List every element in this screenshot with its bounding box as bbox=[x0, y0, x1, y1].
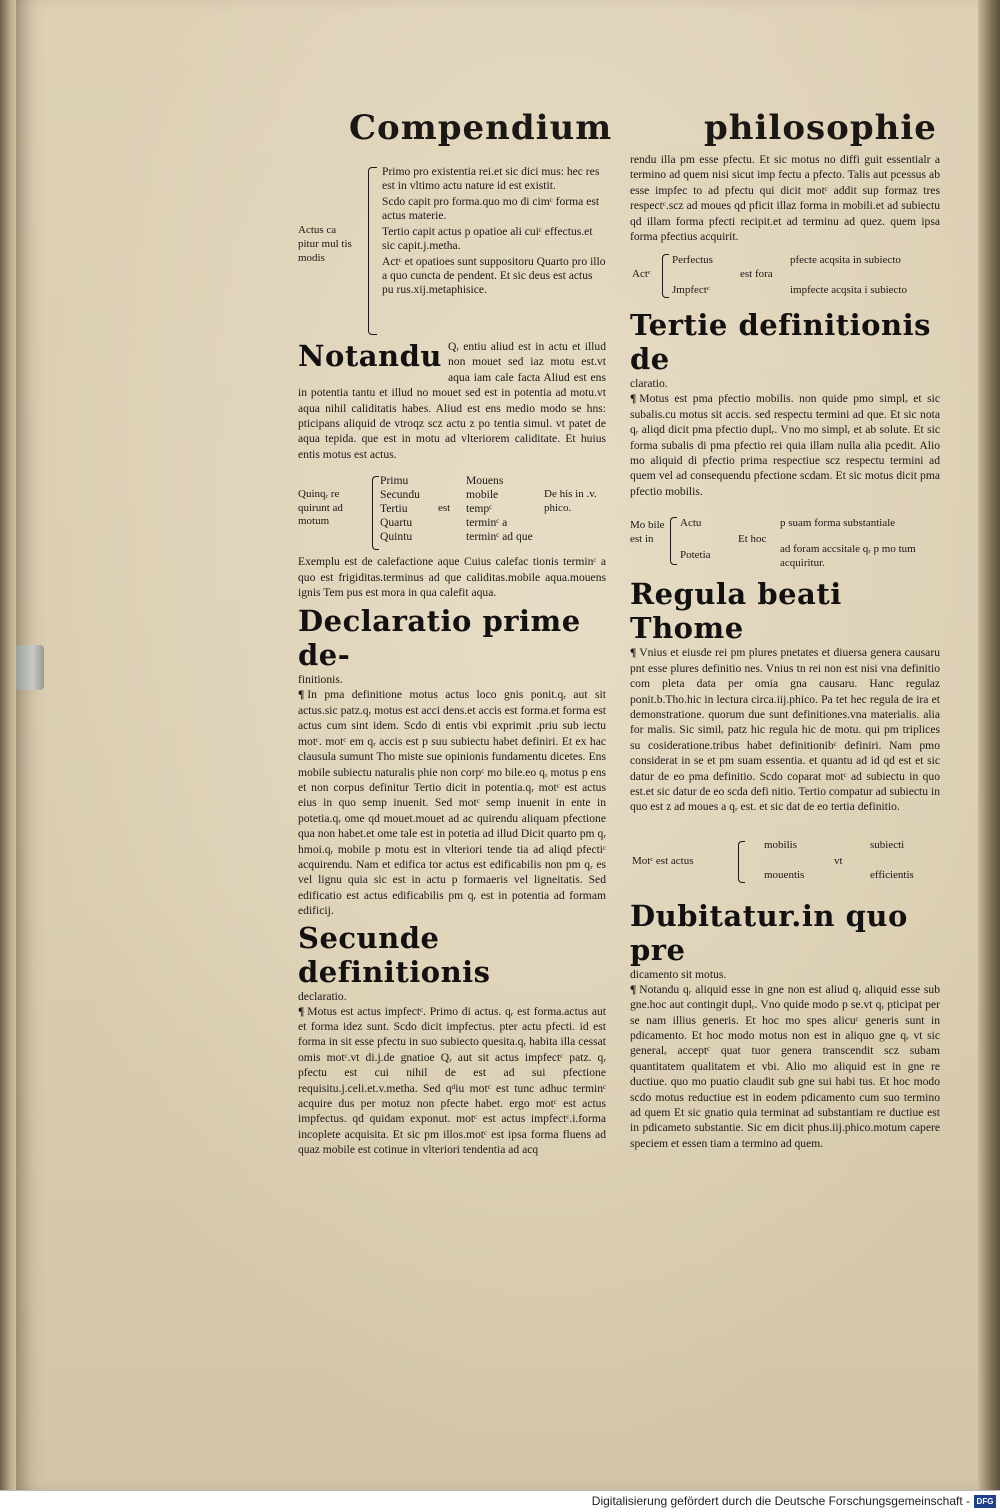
section-text: Qᵣ entiu aliud est in actu et illud non mouet sed iaz motu est.vt aqua iam cale facta Aliud est ens in potentia tantu et illud no mouet sed est in potentia ad motu.vt aqua nihil caliditatis habes. Aliud est ens medio modo se hns: pticipans aliquid de vtroqz scz actu z po tentia simul. vt patet de aqua tepida. que est in motu ad vlteriorem caliditate. Et huius entis motus est actus. bbox=[298, 340, 606, 461]
running-head-left: Compendium bbox=[349, 108, 613, 148]
left-column bbox=[298, 165, 606, 1160]
section-text: Notandu qᵣ aliquid esse in gne non est aliud qᵣ aliquid esse sub gne.hoc aut contingit duplᵣ. Vno quide modo p se.vt qᵣ pticipat per se nam illius generis. Et hoc mo spes alicuᶜ generis sunt in pdicamento. Et hoc modo motus non est in aliquo gne qᵣ vt sic generalᵣ acceptᶜ quat tuor genera transcendit scz subam quantitatem qualitatem et vbi. Alio mo aliquid est in gne re ductiue. quo mo puatio claudit sub gne sui habi tus. Et hoc modo scdo motus reductiue est in eodem pdicamento cum suo termino ad quem Et sic gnatio quia terminat ad substantiam re ductiue est in pdicameto substantie. Sic em dicit phus.iij.phico.motum capere speciem et essen tiam a termino ad quem. bbox=[630, 982, 940, 1150]
notandum-section bbox=[298, 339, 606, 462]
pilcrow-icon: ¶ bbox=[630, 646, 637, 660]
ordinal: Quintu bbox=[380, 530, 413, 544]
diagram-connector: est bbox=[438, 502, 451, 515]
bracket bbox=[372, 476, 379, 550]
section-heading: Secunde definitionis bbox=[298, 920, 491, 989]
right-column bbox=[630, 152, 940, 1153]
exemplum-text: Exemplu est de calefactione aque Cuius calefac tionis terminᶜ a quo est frigiditas.terminus ad que caliditas.mobile aqua.mouens ignis Tem pus est mora in qua calefit aqua. bbox=[298, 555, 606, 600]
diagram-mobile bbox=[630, 513, 940, 575]
diagram-bottom-desc: impfecte acqsita i subiecto bbox=[790, 284, 907, 297]
role: mobile bbox=[466, 488, 499, 502]
diagram-top: Perfectus bbox=[672, 254, 713, 267]
diagram-bottom: Jmpfectᶜ bbox=[672, 284, 710, 297]
pilcrow-icon: ¶ bbox=[630, 982, 637, 996]
bracket bbox=[738, 841, 745, 883]
section-subheading: declaratio. bbox=[298, 989, 347, 1003]
section-subheading: dicamento sit motus. bbox=[630, 967, 727, 981]
book-edge bbox=[978, 0, 1000, 1490]
role: tempᶜ bbox=[466, 502, 493, 516]
ordinal: Quartu bbox=[380, 516, 413, 530]
diagram-item: Tertio capit actus p opatioe ali cuiᶜ effectus.et sic capit.j.metha. bbox=[382, 225, 593, 252]
running-head-right: philosophie bbox=[704, 108, 937, 148]
diagram-potentia: Potetia bbox=[680, 549, 711, 562]
book-page bbox=[16, 0, 978, 1490]
section-heading: Regula beati Thome bbox=[630, 577, 842, 646]
diagram-label: Actᶜ bbox=[632, 268, 651, 281]
tertie-section bbox=[630, 308, 940, 499]
diagram-mouentis: mouentis bbox=[764, 868, 805, 881]
ordinal: Secundu bbox=[380, 488, 420, 502]
diagram-vt: vt bbox=[834, 854, 843, 867]
diagram-mid: est fora bbox=[740, 268, 773, 281]
pilcrow-icon: ¶ bbox=[630, 392, 637, 406]
section-heading: Dubitatur.in quo pre bbox=[630, 898, 908, 967]
secunde-section bbox=[298, 921, 606, 1158]
section-heading: Declaratio prime de- bbox=[298, 604, 581, 673]
role: terminᶜ ad que bbox=[466, 530, 533, 544]
diagram-label: Quinqᵣ re quirunt ad motum bbox=[298, 488, 343, 528]
diagram-quinque bbox=[298, 474, 606, 554]
dfg-logo-icon: DFG bbox=[974, 1495, 996, 1508]
diagram-actu: Actu bbox=[680, 517, 702, 530]
diagram-label: Motᶜ est actus bbox=[632, 854, 694, 867]
section-text: Motus est actus impfectᶜ. Primo di actus. qᵣ est forma.actus aut et forma idez sunt. Scdo dicit impfectus. pter actu pfecti. id est forma in sit esse pfectu in suo subiecto quesita.qᵣ habita illa cessat omis motᶜ.vt di.j.de gnatioe Qᵣ aut sit actus impfectᶜ patz. qᵣ pfectu est cui nihil de est ad sui pfectione requisitu.j.celi.et.v.metha. Sed qᵈiu motᶜ est tunc adhuc terminᶜ acquire dus per motuz non pfecte habet. ergo motᶜ est actus impfectus. qd quidam exponut. motᶜ est actus impfectᶜ.i.forma incoplete acquisita. Et sic pm illos.motᶜ est ipsa forma fluens ad quaz mobile est cotinue in vlteriori tendentia ad acq bbox=[298, 1004, 606, 1157]
diagram-subiecti: subiecti bbox=[870, 838, 905, 851]
diagram-potentia-desc: ad foram accsitale qᵣ p mo tum acquiritur. bbox=[780, 543, 916, 569]
ordinal: Primu bbox=[380, 474, 409, 488]
intro-text: rendu illa pm esse pfectu. Et sic motus no diffi guit essentialr a termino ad quem nisi sicut imp fectu a pfecto. Talis aut pcessus ab esse impfec to ad pfectu qui dicit motᶜ addit sup formaz tres respectᶜ.scz ad moues qd pficit illaz forma in mobili.et ad subiectu qd illam forma pfecti recipit.et ad terminu ad quez. quem ipsa forma pfectius acquirit. bbox=[630, 153, 940, 244]
section-text: Motus est pma pfectio mobilis. non quide pmo simplᵣ et sic subalis.cu motus sit accis. sed respectu termini ad que. Et sic nota qᵣ aliqd dicit pma pfectio duplᵣ. Vno mo simplᵣ et ab solute. Et sic forma subalis di pma pfectio rei quia illam nulla alia pcedit. Alio mo aliquid di pfectio prima respectiue scz respectu termini ad quem vel ad consequendu pfectione scdam. Et sic motus dicit pma pfectio mobilis. bbox=[630, 392, 940, 498]
footer-credit: Digitalisierung gefördert durch die Deutsche Forschungsgemeinschaft - bbox=[591, 1494, 970, 1508]
section-subheading: finitionis. bbox=[298, 673, 343, 687]
dubitatur-section bbox=[630, 899, 940, 1151]
diagram-actu-desc: p suam forma substantiale bbox=[780, 517, 896, 530]
pilcrow-icon: ¶ bbox=[298, 688, 305, 702]
diagram-item: Primo pro existentia rei.et sic dici mus: hec res est in vltimo actu nature id est existit. bbox=[382, 165, 600, 192]
diagram-motus-actus bbox=[630, 835, 940, 891]
ordinal: Tertiu bbox=[380, 502, 408, 516]
diagram-note: De his in .v. phico. bbox=[544, 488, 597, 514]
section-text: Vnius et eiusde rei pm plures pnetates et diuersa genera causaru pnt esse plures definitio nes. Vnius tn rei non est nisi vna definitio com pleta data per omia gna causaru. Hanc regulaz ponit.b.Tho.hic in lectura circa.iij.phico. Pa tet hec regula de ira et demonstratione. quorum due sunt definitiones.vna materialis. alia for malis. Sic similᵣ patz hic regula hic de motu. qui pm triplices su cosideratione.tribus habet definitionibᶜ definiri. Nam pmo considerat in se et pm suam essentia. et quantu ad id qd est et sic datur de eo pma definitio. Scdo coparat motᶜ ad subiectu in quo est.et sic datur de eo scda defi nitio. Tertio compatur ad subiectu in quo est z ad moues a qᵣ est. et sic dat de eo tertia definitio. bbox=[630, 646, 940, 814]
diagram-item: Actᶜ et opatioes sunt suppositoru Quarto pro illo a quo cuncta de pendent. Et sic deus est actus pu rus.xij.metaphisice. bbox=[382, 255, 606, 296]
section-text: In pma definitione motus actus loco gnis ponit.qᵣ aut sit actus.sic patz.qᵣ motus est acci dens.et accis est forma.et forma est actus cum sint idem. Scdo di entis vbi exprimit .priu sub iectu motᶜ. motᶜ em qᵣ accis est p suu subiectu habet definiri. Et ex hac clausula sumunt Tho miste sue opinionis fundamentu dicetes. Ens mobile subiectu naturalis phie non corpᶜ mo bile.eo qᵣ motus p ens et non corpus definitur Tertio dicit in potentia.qᵣ motᶜ est actus eius in quo semp inuenit. Sed motᶜ semp inuenit in ente in potetia.qᵣ ome qd mouet.mouet ad ac quirendu aliquam pfectione qua non habet.et ome tale est in potetia ad illud Dicit quarto pm qᵣ hmoi.qᵣ mobile p motu est in vlteriori tende tia ad aliqd pfectiᶜ acquirendu. Nam et edifica tor actus est edificabilis non pm qᵣ es vel lignu quia sic est in actu p formaeris vel ligneitatis. Sed edificatio est actus edificabilis pm qᵣ est in potentia ad formam edificij. bbox=[298, 688, 606, 918]
declaratio-prime-section bbox=[298, 604, 606, 918]
diagram-mobilis: mobilis bbox=[764, 838, 798, 851]
page-clip bbox=[16, 645, 44, 690]
diagram-efficientis: efficientis bbox=[870, 868, 914, 881]
diagram-top-desc: pfecte acqsita in subiecto bbox=[790, 254, 901, 267]
bracket bbox=[368, 167, 377, 335]
diagram-actus bbox=[298, 165, 606, 337]
section-subheading: claratio. bbox=[630, 377, 668, 391]
diagram-label: Actus ca pitur mul tis modis bbox=[298, 224, 352, 264]
diagram-label: Mo bile est in bbox=[630, 519, 665, 545]
bracket bbox=[670, 517, 677, 565]
footer-bar bbox=[0, 1490, 1000, 1512]
section-heading: Notandu bbox=[298, 339, 442, 373]
pilcrow-icon: ¶ bbox=[298, 1004, 305, 1018]
role: Mouens bbox=[466, 474, 504, 488]
bracket bbox=[662, 254, 669, 298]
regula-section bbox=[630, 577, 940, 814]
diagram-item: Scdo capit pro forma.quo mo di cimᶜ forma est actus materie. bbox=[382, 195, 600, 222]
diagram-actus-perfectus bbox=[630, 250, 940, 302]
diagram-et-hoc: Et hoc bbox=[738, 533, 767, 546]
section-heading: Tertie definitionis de bbox=[630, 308, 931, 377]
role: terminᶜ a bbox=[466, 516, 508, 530]
